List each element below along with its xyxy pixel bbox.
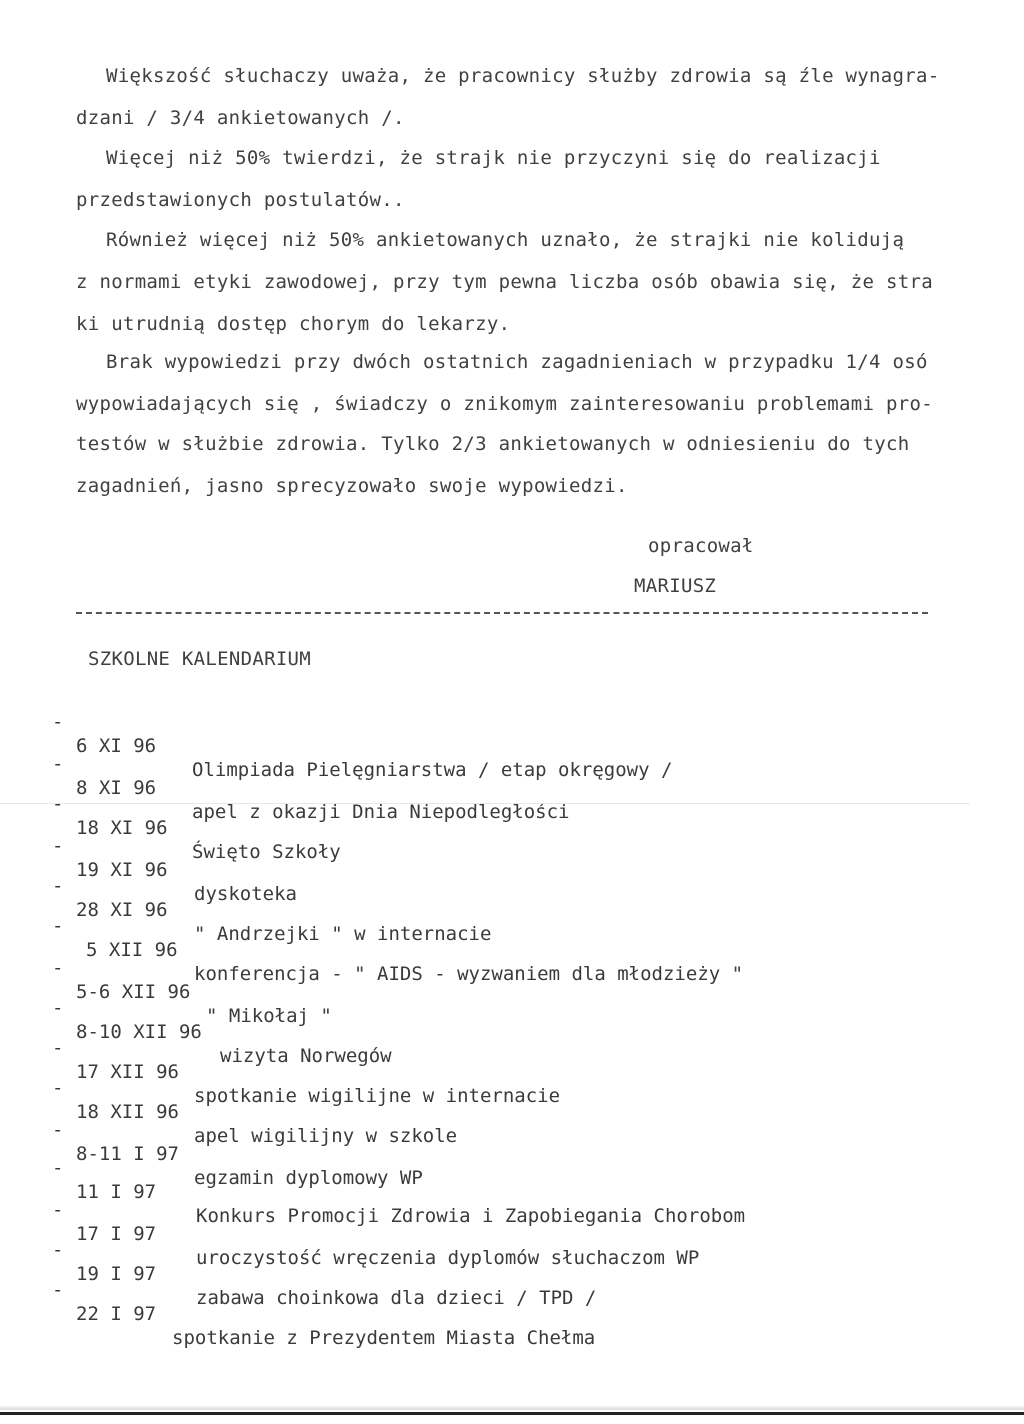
article-line: Więcej niż 50% twierdzi, że strajk nie przyczyni się do realizacji <box>106 147 881 169</box>
entry-date: 19 I 97 <box>76 1263 157 1285</box>
entry-event: " Mikołaj " <box>206 1005 332 1027</box>
article-line: Większość słuchaczy uważa, że pracownicy służby zdrowia są źle wynagra- <box>106 65 940 87</box>
article-line: Również więcej niż 50% ankietowanych uznało, że strajki nie kolidują <box>106 229 905 251</box>
list-dash: - <box>52 1157 64 1179</box>
entry-event: spotkanie wigilijne w internacie <box>194 1085 561 1107</box>
signature-label: opracował <box>648 535 754 557</box>
article-line: dzani / 3/4 ankietowanych /. <box>76 107 405 129</box>
entry-event: apel wigilijny w szkole <box>194 1125 458 1147</box>
scan-bottom-shadow <box>0 1406 1024 1410</box>
list-dash: - <box>52 793 64 815</box>
entry-date: 6 XI 96 <box>76 735 157 757</box>
calendar-title: SZKOLNE KALENDARIUM <box>88 648 312 670</box>
list-dash: - <box>52 997 64 1019</box>
entry-date: 18 XII 96 <box>76 1101 179 1123</box>
entry-date: 8-11 I 97 <box>76 1143 179 1165</box>
entry-date: 5-6 XII 96 <box>76 981 191 1003</box>
entry-event: " Andrzejki " w internacie <box>194 923 492 945</box>
list-dash: - <box>52 1279 64 1301</box>
article-line: zagadnień, jasno sprecyzowało swoje wypowiedzi. <box>76 475 628 497</box>
entry-date: 8-10 XII 96 <box>76 1021 202 1043</box>
list-dash: - <box>52 753 64 775</box>
entry-date: 17 XII 96 <box>76 1061 179 1083</box>
entry-event: spotkanie z Prezydentem Miasta Chełma <box>172 1327 596 1349</box>
article-line: przedstawionych postulatów.. <box>76 189 405 211</box>
list-dash: - <box>52 1239 64 1261</box>
entry-event: konferencja - " AIDS - wyzwaniem dla młodzieży " <box>194 963 744 985</box>
entry-event: zabawa choinkowa dla dzieci / TPD / <box>196 1287 597 1309</box>
entry-date: 19 XI 96 <box>76 859 168 881</box>
entry-event: apel z okazji Dnia Niepodległości <box>192 801 570 823</box>
article-line: z normami etyki zawodowej, przy tym pewna liczba osób obawia się, że stra <box>76 271 933 293</box>
entry-event: egzamin dyplomowy WP <box>194 1167 423 1189</box>
dashed-separator <box>76 612 928 614</box>
list-dash: - <box>52 1199 64 1221</box>
list-dash: - <box>52 1119 64 1141</box>
scan-bottom-edge <box>0 1412 1024 1415</box>
list-dash: - <box>52 875 64 897</box>
article-line: wypowiadających się , świadczy o znikomym zainteresowaniu problemami pro- <box>76 393 933 415</box>
list-dash: - <box>52 835 64 857</box>
calendar-entry <box>52 1254 952 1374</box>
entry-date: 8 XI 96 <box>76 777 157 799</box>
list-dash: - <box>52 1037 64 1059</box>
list-dash: - <box>52 957 64 979</box>
signature-name: MARIUSZ <box>634 575 717 597</box>
article-line: Brak wypowiedzi przy dwóch ostatnich zagadnieniach w przypadku 1/4 osó <box>106 351 928 373</box>
entry-event: Konkurs Promocji Zdrowia i Zapobiegania Chorobom <box>196 1205 746 1227</box>
entry-date: 18 XI 96 <box>76 817 168 839</box>
entry-event: Święto Szkoły <box>192 841 341 863</box>
entry-event: Olimpiada Pielęgniarstwa / etap okręgowy / <box>192 759 673 781</box>
entry-date: 28 XI 96 <box>76 899 168 921</box>
entry-event: wizyta Norwegów <box>220 1045 392 1067</box>
list-dash: - <box>52 711 64 733</box>
list-dash: - <box>52 1077 64 1099</box>
article-line: testów w służbie zdrowia. Tylko 2/3 ankietowanych w odniesieniu do tych <box>76 433 910 455</box>
entry-date: 11 I 97 <box>76 1181 157 1203</box>
entry-event: uroczystość wręczenia dyplomów słuchaczom WP <box>196 1247 700 1269</box>
list-dash: - <box>52 915 64 937</box>
paper-fold-line <box>0 803 970 804</box>
entry-date: 5 XII 96 <box>86 939 178 961</box>
entry-date: 22 I 97 <box>76 1303 157 1325</box>
article-line: ki utrudnią dostęp chorym do lekarzy. <box>76 313 511 335</box>
entry-date: 17 I 97 <box>76 1223 157 1245</box>
entry-event: dyskoteka <box>194 883 297 905</box>
